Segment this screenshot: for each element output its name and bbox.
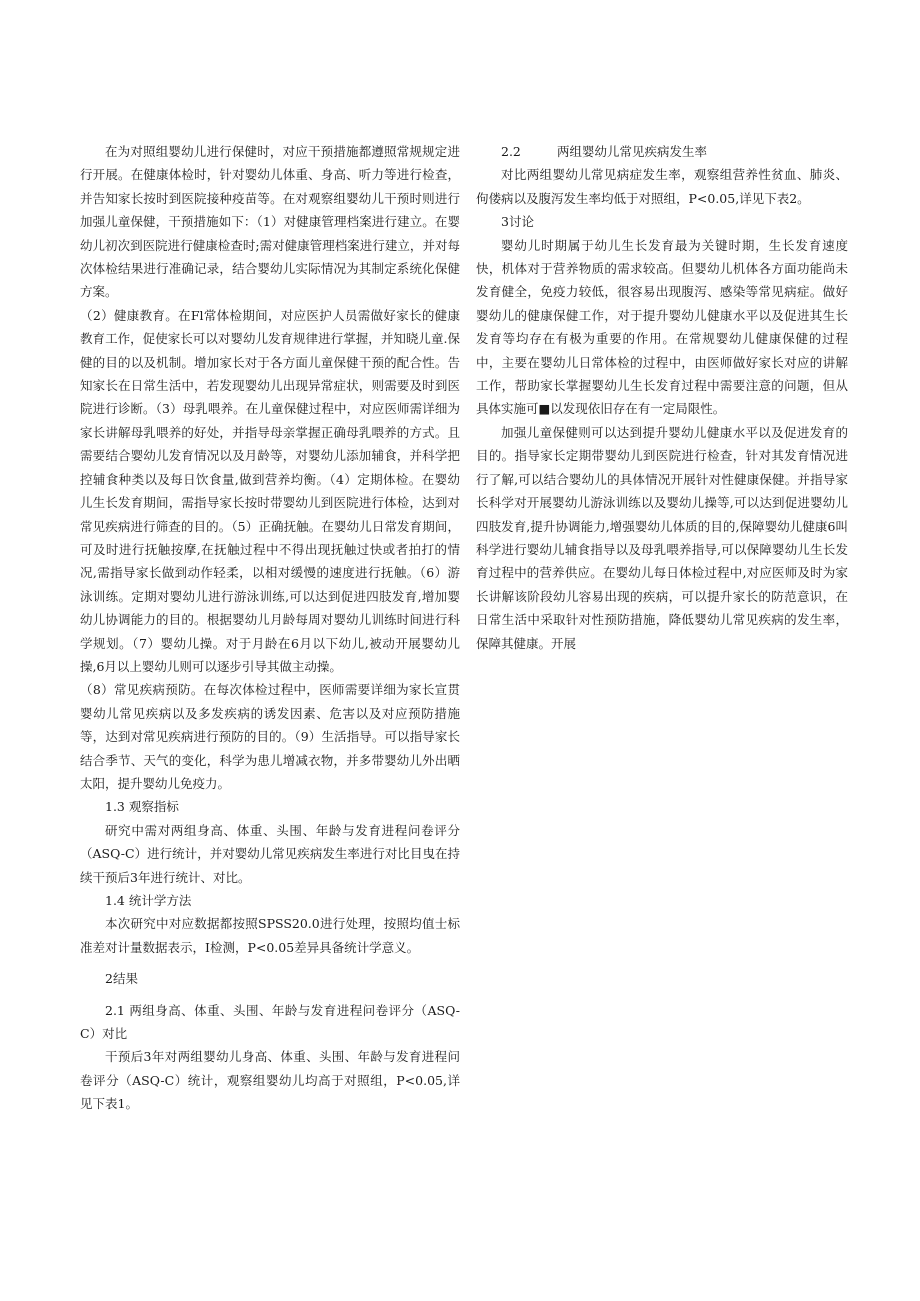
left-column [80, 140, 460, 1116]
body-paragraph: （2）健康教育。在Fl常体检期间，对应医护人员需做好家长的健康教育工作，促使家长可以对婴幼儿发育规律进行掌握，并知晓儿童.保健的目的以及机制。增加家长对于各方面儿童保健干预的配合性。告知家长在日常生活中，若发现婴幼儿出现异常症状，则需要及时到医院进行诊断。（3）母乳喂养。在儿童保健过程中，对应医师需详细为家长讲解母乳喂养的好处，并指导母亲掌握正确母乳喂养的方式。且需要结合婴幼儿发育情况以及月龄等，对婴幼儿添加辅食，并科学把控辅食种类以及每日饮食量,做到营养均衡。（4）定期体检。在婴幼儿生长发育期间，需指导家长按时带婴幼儿到医院进行体检，达到对常见疾病进行筛查的目的。（5）正确抚触。在婴幼儿日常发育期间，可及时进行抚触按摩,在抚触过程中不得出现抚触过快或者拍打的情况,需指导家长做到动作轻柔，以相对缓慢的速度进行抚触。（6）游泳训练。定期对婴幼儿进行游泳训练,可以达到促进四肢发育,增加婴幼儿协调能力的目的。根据婴幼儿月龄每周对婴幼儿训练时间进行科学规划。（7）婴幼儿操。对于月龄在6月以下幼儿,被动开展婴幼儿操,6月以上婴幼儿则可以逐步引导其做主动操。 [80, 307, 460, 674]
section-heading-1-3: 1.3 观察指标 [105, 799, 179, 815]
body-paragraph: 研究中需对两组身高、体重、头围、年龄与发育进程问卷评分（ASQ-C）进行统计，并对婴幼儿常见疾病发生率进行对比目曳在持续干预后3年进行统计、对比。 [80, 822, 460, 885]
section-title: 两组婴幼儿常见疾病发生率 [557, 144, 708, 159]
body-paragraph: 对比两组婴幼儿常见病症发生率，观察组营养性贫血、肺炎、佝偻病以及腹泻发生率均低于对照组，P<0.05,详见下表2。 [476, 167, 848, 206]
section-heading-1-4: 1.4 统计学方法 [105, 893, 192, 908]
section-heading-2-2 [476, 140, 848, 163]
body-paragraph: 婴幼儿时期属于幼儿生长发育最为关键时期，生长发育速度快，机体对于营养物质的需求较高。但婴幼儿机体各方面功能尚未发育健全，免疫力较低，很容易出现腹泻、感染等常见病症。做好婴幼儿的健康保健工作，对于提升婴幼儿健康水平以及促进其生长发育等均存在有极为重要的作用。在常规婴幼儿健康保健的过程中，主要在婴幼儿日常体检的过程中，由医师做好家长对应的讲解工作，帮助家长掌握婴幼儿生长发育过程中需要注意的问题，但从具体实施可■以发现依旧存在有一定局限性。 [476, 237, 848, 417]
section-heading-3: 3讨论 [501, 214, 534, 230]
body-paragraph: 本次研究中对应数据都按照SPSS20.0进行处理，按照均值士标准差对计量数据表示，I检测，P<0.05差异具备统计学意义。 [80, 916, 460, 955]
body-paragraph: 在为对照组婴幼儿进行保健时，对应干预措施都遵照常规规定进行开展。在健康体检时，针对婴幼儿体重、身高、听力等进行检查，并告知家长按时到医院接种疫苗等。在对观察组婴幼儿干预时则进行加强儿童保健，干预措施如下：（1）对健康管理档案进行建立。在婴幼儿初次到医院进行健康检查时;需对健康管理档案进行建立，并对每次体检结果进行准确记录，结合婴幼儿实际情况为其制定系统化保健方案。 [80, 144, 460, 300]
section-heading-2: 2结果 [105, 971, 138, 987]
section-number: 2.2 [501, 144, 521, 159]
body-paragraph: 干预后3年对两组婴幼儿身高、体重、头围、年龄与发育进程问卷评分（ASQ-C）统计，观察组婴幼儿均高于对照组，P<0.05,详见下表1。 [80, 1049, 460, 1112]
body-paragraph: 加强儿童保健则可以达到提升婴幼儿健康水平以及促进发育的目的。指导家长定期带婴幼儿到医院进行检查，针对其发育情况进行了解,可以结合婴幼儿的具体情况开展针对性健康保健。并指导家长科学对开展婴幼儿游泳训练以及婴幼儿操等,可以达到促进婴幼儿四肢发育,提升协调能力,增强婴幼儿体质的目的,保障婴幼儿健康6叫科学进行婴幼儿辅食指导以及母乳喂养指导,可以保障婴幼儿生长发育过程中的营养供应。在婴幼儿每日体检过程中,对应医师及时为家长讲解该阶段幼儿容易出现的疾病，可以提升家长的防范意识，在日常生活中采取针对性预防措施，降低婴幼儿常见疾病的发生率，保障其健康。开展 [476, 424, 848, 651]
section-heading-2-1: 2.1 两组身高、体重、头围、年龄与发育进程问卷评分（ASQ-C）对比 [80, 1002, 460, 1042]
body-paragraph: （8）常见疾病预防。在每次体检过程中，医师需要详细为家长宣贯婴幼儿常见疾病以及多发疾病的诱发因素、危害以及对应预防措施等，达到对常见疾病进行预防的目的。（9）生活指导。可以指导家长结合季节、天气的变化，科学为患儿增减衣物，并多带婴幼儿外出晒太阳，提升婴幼儿免疫力。 [80, 682, 460, 791]
right-column [476, 140, 848, 655]
